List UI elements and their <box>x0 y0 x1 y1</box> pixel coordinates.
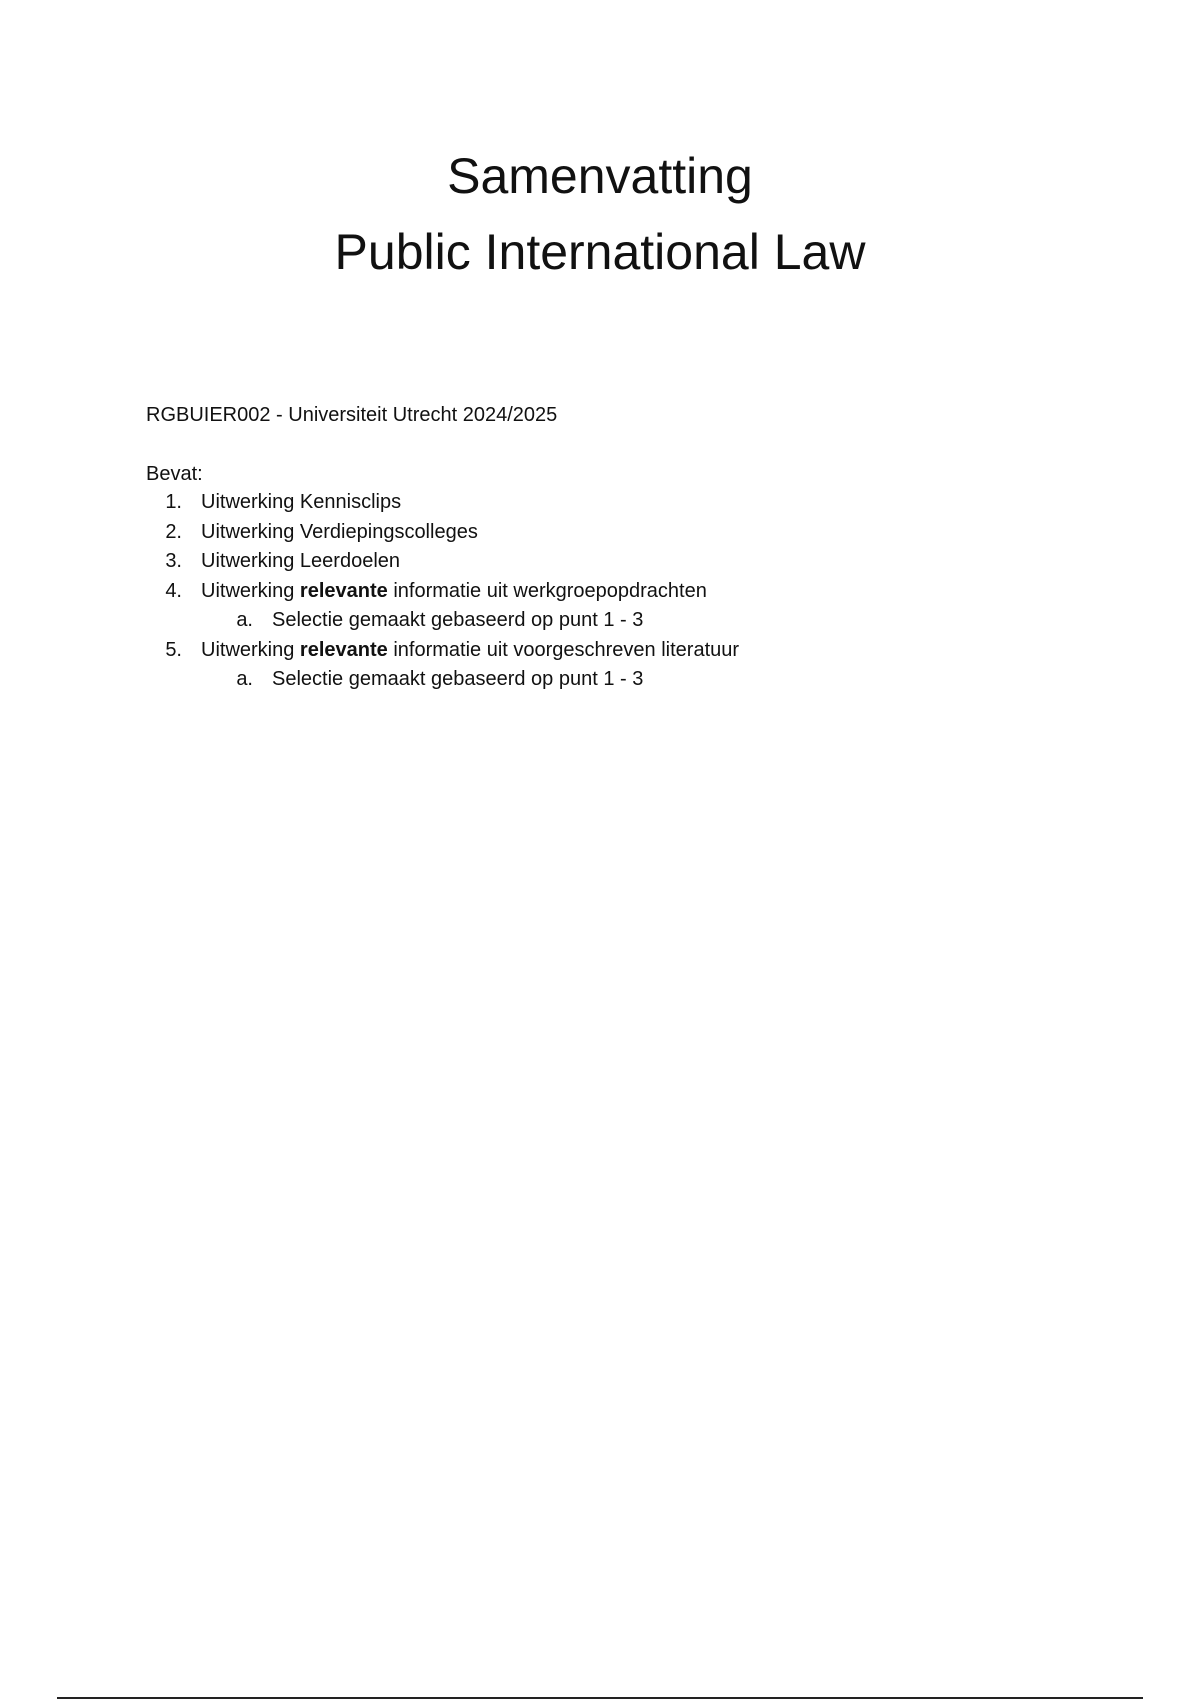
sub-list-item-text: Selectie gemaakt gebaseerd op punt 1 - 3 <box>272 668 644 690</box>
list-item <box>146 490 401 514</box>
list-item-emphasis: relevante <box>299 639 388 661</box>
document-title-line-1: Samenvatting <box>447 148 753 204</box>
list-item-text: Uitwerking Leerdoelen <box>201 550 401 572</box>
document-title-line-2: Public International Law <box>334 224 866 280</box>
list-item-text-start: Uitwerking <box>201 580 300 602</box>
course-info: RGBUIER002 - Universiteit Utrecht 2024/2025 <box>146 404 558 426</box>
list-marker: 2. <box>165 521 182 543</box>
list-item-text-end: informatie uit werkgroepopdrachten <box>387 580 707 602</box>
list-marker: 3. <box>165 550 182 572</box>
list-item-text-end: informatie uit voorgeschreven literatuur <box>387 639 740 661</box>
contents-label: Bevat: <box>146 463 203 485</box>
list-item-text-start: Uitwerking <box>201 639 300 661</box>
sub-list-marker: a. <box>236 668 253 690</box>
list-item-text: Uitwerking Verdiepingscolleges <box>201 521 478 543</box>
sub-list-item-text: Selectie gemaakt gebaseerd op punt 1 - 3 <box>272 609 644 631</box>
list-marker: 5. <box>165 639 182 661</box>
list-marker: 1. <box>165 491 182 513</box>
list-item-text: Uitwerking Kennisclips <box>201 491 402 513</box>
sub-list-marker: a. <box>236 609 253 631</box>
list-item <box>146 520 478 544</box>
list-item <box>146 549 400 573</box>
list-item <box>146 579 707 603</box>
list-item <box>146 638 739 662</box>
sub-list-item <box>233 608 643 632</box>
sub-list-item <box>233 667 643 691</box>
list-item-emphasis: relevante <box>299 580 388 602</box>
list-marker: 4. <box>165 580 182 602</box>
footer-divider <box>57 1697 1143 1699</box>
